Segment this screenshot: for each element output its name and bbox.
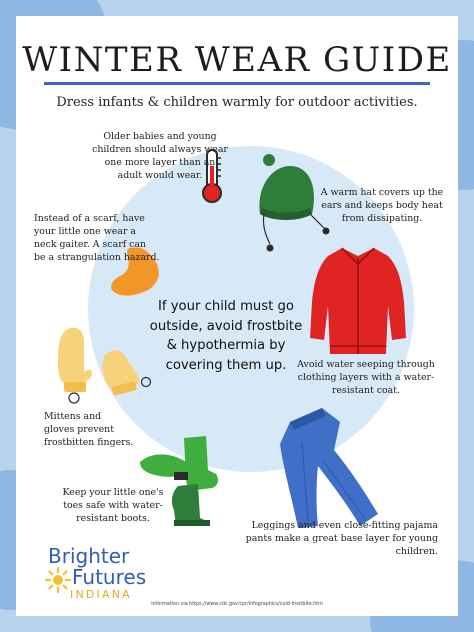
- center-message: If your child must go outside, avoid frostbite & hypothermia by covering them up.: [149, 299, 303, 373]
- tip-scarf: Instead of a scarf, have your little one wear a neck gaiter. A scarf can be a strangulation hazard.: [34, 213, 160, 263]
- mittens-icon: [52, 322, 152, 408]
- tip-boots: Keep your little one's toes safe with water-resistant boots.: [62, 487, 164, 524]
- page-title: WINTER WEAR GUIDE: [22, 40, 452, 80]
- logo-text-indiana: INDIANA: [70, 588, 132, 601]
- sun-logo-icon: [44, 566, 72, 594]
- infographic-card: [16, 16, 458, 616]
- tip-layers: Older babies and young children should always wear one more layer than an adult would wear.: [92, 131, 228, 181]
- pants-icon: [262, 402, 388, 534]
- tip-coat: Avoid water seeping through clothing layers with a water-resistant coat.: [297, 359, 435, 396]
- title-underline: [44, 82, 430, 85]
- page-subtitle: Dress infants & children warmly for outdoor activities.: [56, 95, 418, 110]
- tip-pants: Leggings and even close-fitting pajama pants make a great base layer for young children.: [245, 520, 438, 557]
- brighter-futures-logo: [44, 544, 154, 604]
- coat-icon: [304, 242, 412, 360]
- tip-hat: A warm hat covers up the ears and keeps body heat from dissipating.: [320, 187, 444, 224]
- source-footer: Information via https://www.cdc.gov/cpr/infographics/cold-frostbite.htm: [151, 602, 323, 607]
- tip-mittens: Mittens and gloves prevent frostbitten fingers.: [44, 411, 134, 448]
- logo-text-brighter: Brighter: [48, 544, 130, 568]
- logo-text-futures: Futures: [72, 565, 147, 589]
